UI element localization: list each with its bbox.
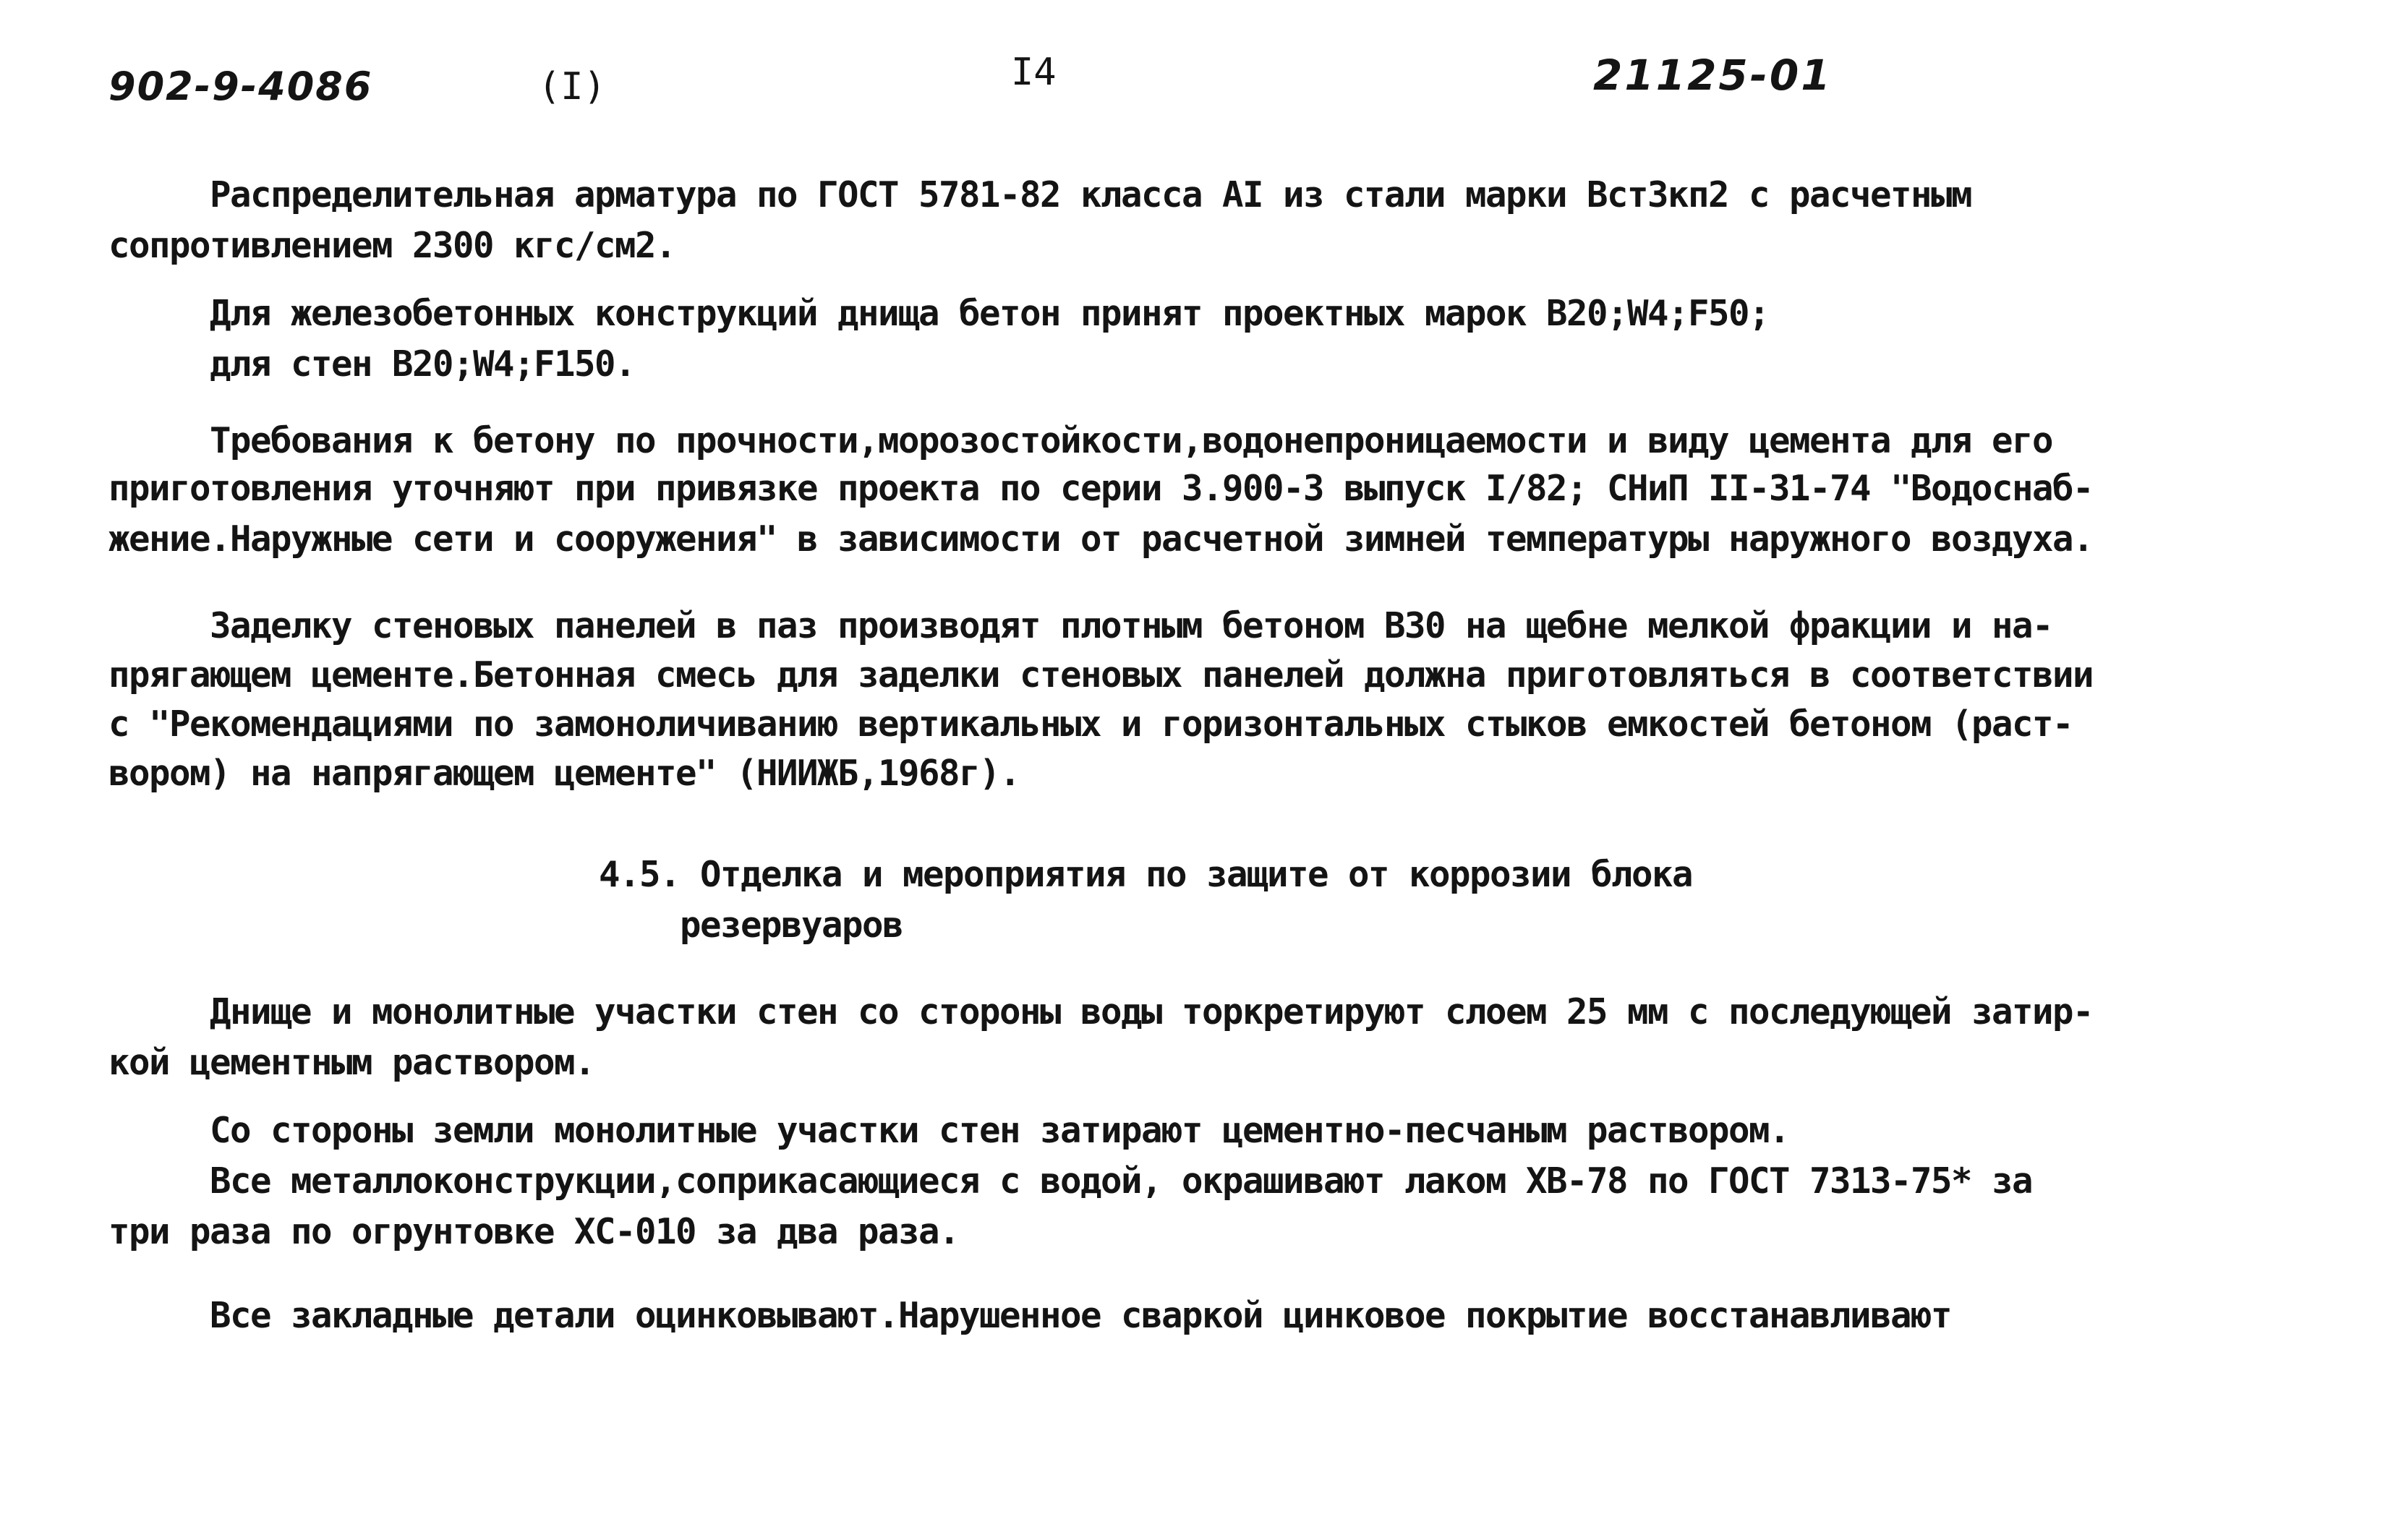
paragraph-reinforcement-line-2: сопротивлением 2300 кгс/см2. <box>108 225 676 266</box>
paragraph-bottom-finish-line-2: кой цементным раствором. <box>108 1042 595 1083</box>
project-code: 902-9-4086 <box>108 64 373 109</box>
paragraph-reinforcement-line-1: Распределительная арматура по ГОСТ 5781-82 класса AI из стали марки ВстЗкп2 с расчетным <box>210 174 1972 215</box>
inventory-number: 21125-01 <box>1593 51 1833 100</box>
paragraph-bottom-finish-line-1: Днище и монолитные участки стен со стороны воды торкретируют слоем 25 мм с последующей затир- <box>210 991 2094 1032</box>
paragraph-embedding-line-2: прягающем цементе.Бетонная смесь для заделки стеновых панелей должна приготовляться в соответствии <box>108 654 2094 696</box>
paragraph-galvanizing: Все закладные детали оцинковывают.Нарушенное сваркой цинковое покрытие восстанавливают <box>210 1295 1952 1336</box>
paragraph-embedding-line-3: с "Рекомендациями по замоноличиванию вертикальных и горизонтальных стыков емкостей бетоном (раст- <box>108 703 2073 745</box>
paragraph-earth-side: Со стороны земли монолитные участки стен затирают цементно-песчаным раствором. <box>210 1110 1790 1151</box>
volume-number: (I) <box>538 65 606 108</box>
paragraph-embedding-line-1: Заделку стеновых панелей в паз производят плотным бетоном В30 на щебне мелкой фракции и на- <box>210 605 2053 646</box>
paragraph-embedding-line-4: вором) на напрягающем цементе" (НИИЖБ,1968г). <box>108 753 1020 794</box>
paragraph-requirements-line-3: жение.Наружные сети и сооружения" в зависимости от расчетной зимней температуры наружного воздуха. <box>108 518 2094 560</box>
paragraph-concrete-grades-line-1: Для железобетонных конструкций днища бетон принят проектных марок В20;W4;F50; <box>210 293 1770 334</box>
paragraph-metal-coating-line-1: Все металлоконструкции,соприкасающиеся с водой, окрашивают лаком ХВ-78 по ГОСТ 7313-75* за <box>210 1160 2033 1202</box>
page-number: I4 <box>1011 51 1057 94</box>
section-heading-line-1: 4.5. Отделка и мероприятия по защите от коррозии блока <box>599 854 1693 895</box>
paragraph-requirements-line-1: Требования к бетону по прочности,морозостойкости,водонепроницаемости и виду цемента для его <box>210 420 2053 461</box>
paragraph-metal-coating-line-2: три раза по огрунтовке ХС-010 за два раза. <box>108 1211 960 1252</box>
paragraph-requirements-line-2: приготовления уточняют при привязке проекта по серии 3.900-3 выпуск I/82; СНиП II-31-74 "Водоснаб- <box>108 468 2094 509</box>
paragraph-concrete-grades-line-2: для стен В20;W4;F150. <box>210 343 636 385</box>
section-heading-line-2: резервуаров <box>680 904 903 946</box>
